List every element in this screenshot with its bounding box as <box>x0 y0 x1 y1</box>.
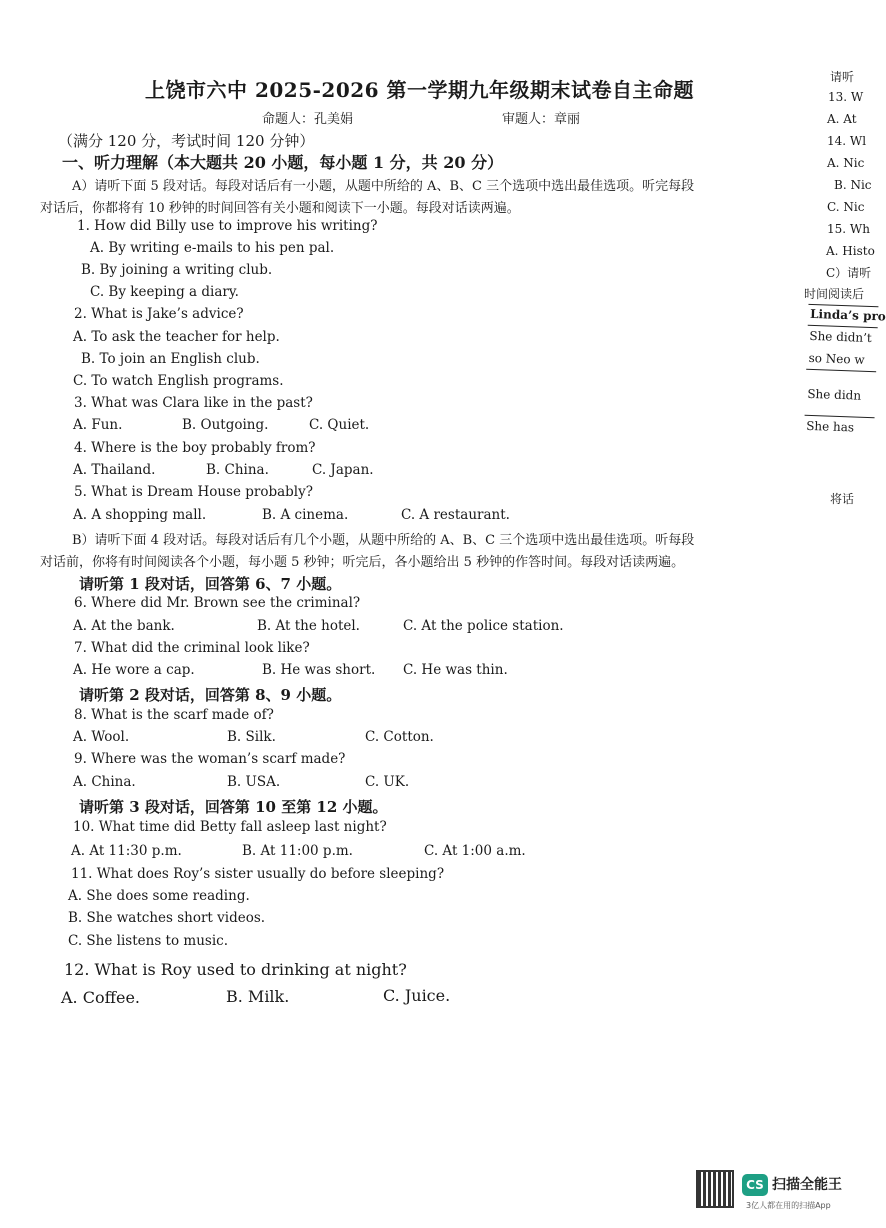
q11-option-b: B. She watches short videos. <box>68 910 266 926</box>
camscanner-logo-icon: CS <box>742 1174 768 1196</box>
q4-option-c: C. Japan. <box>312 462 374 478</box>
q11-option-c: C. She listens to music. <box>68 933 228 949</box>
q2-option-b: B. To join an English club. <box>81 351 260 367</box>
q11-option-a: A. She does some reading. <box>68 888 250 904</box>
part-b-instruction-2: 对话前，你将有时间阅读各个小题，每小题 5 秒钟；听完后，各小题给出 5 秒钟的作答时间。每段对话读两遍。 <box>40 555 685 570</box>
question-6: 6. Where did Mr. Brown see the criminal? <box>74 595 361 611</box>
segment-3-heading: 请听第 3 段对话，回答第 10 至第 12 小题。 <box>79 798 388 816</box>
adjacent-text: 14. Wl <box>827 134 867 148</box>
question-4: 4. Where is the boy probably from? <box>74 440 316 456</box>
q6-option-a: A. At the bank. <box>73 618 175 634</box>
adjacent-text: C. Nic <box>827 200 865 214</box>
q12-option-c: C. Juice. <box>383 986 451 1005</box>
question-9: 9. Where was the woman’s scarf made? <box>74 751 346 767</box>
q9-option-c: C. UK. <box>365 774 410 790</box>
segment-1-heading: 请听第 1 段对话，回答第 6、7 小题。 <box>79 575 342 593</box>
q6-option-b: B. At the hotel. <box>257 618 360 634</box>
adjacent-text: Linda’s pro <box>809 306 886 324</box>
camscanner-tagline: 3亿人都在用的扫描App <box>746 1201 831 1210</box>
author-label: 命题人：孔美娟 <box>262 112 354 127</box>
section-heading: 一、听力理解（本大题共 20 小题，每小题 1 分，共 20 分） <box>62 153 504 172</box>
question-8: 8. What is the scarf made of? <box>74 707 274 723</box>
adjacent-text: A. At <box>827 112 857 126</box>
exam-title: 上饶市六中 2025-2026 第一学期九年级期末试卷自主命题 <box>145 78 695 102</box>
q2-option-a: A. To ask the teacher for help. <box>73 329 280 345</box>
q1-option-a: A. By writing e-mails to his pen pal. <box>90 240 335 256</box>
q1-option-b: B. By joining a writing club. <box>81 262 273 278</box>
q10-option-c: C. At 1:00 a.m. <box>424 843 526 859</box>
q3-option-a: A. Fun. <box>73 417 123 433</box>
part-a-instruction-2: 对话后，你都将有 10 秒钟的时间回答有关小题和阅读下一小题。每段对话读两遍。 <box>40 201 520 216</box>
question-12: 12. What is Roy used to drinking at night? <box>64 960 407 979</box>
q5-option-b: B. A cinema. <box>262 507 349 523</box>
adjacent-text: 15. Wh <box>827 222 870 236</box>
q5-option-c: C. A restaurant. <box>401 507 510 523</box>
q10-option-b: B. At 11:00 p.m. <box>242 843 353 859</box>
q4-option-b: B. China. <box>206 462 269 478</box>
part-a-instruction-1: A）请听下面 5 段对话。每段对话后有一小题，从题中所给的 A、B、C 三个选项中选出最佳选项。听完每段 <box>72 179 695 194</box>
q4-option-a: A. Thailand. <box>73 462 156 478</box>
question-2: 2. What is Jake’s advice? <box>74 306 244 322</box>
question-3: 3. What was Clara like in the past? <box>74 395 313 411</box>
adjacent-text: A. Histo <box>826 244 875 258</box>
part-b-instruction-1: B）请听下面 4 段对话。每段对话后有几个小题，从题中所给的 A、B、C 三个选项中选出最佳选项。听每段 <box>72 533 695 548</box>
q9-option-a: A. China. <box>73 774 136 790</box>
q5-option-a: A. A shopping mall. <box>73 507 207 523</box>
qr-code-icon <box>696 1170 734 1208</box>
reviewer-label: 审题人：章丽 <box>502 112 581 127</box>
adjacent-table <box>804 304 886 447</box>
q3-option-c: C. Quiet. <box>309 417 370 433</box>
adjacent-text: C）请听 <box>826 266 872 280</box>
segment-2-heading: 请听第 2 段对话，回答第 8、9 小题。 <box>79 686 342 704</box>
q7-option-c: C. He was thin. <box>403 662 508 678</box>
camscanner-name: 扫描全能王 <box>772 1177 842 1193</box>
q12-option-b: B. Milk. <box>226 987 290 1006</box>
question-5: 5. What is Dream House probably? <box>74 484 313 500</box>
q12-option-a: A. Coffee. <box>61 988 140 1007</box>
question-7: 7. What did the criminal look like? <box>74 640 310 656</box>
adjacent-text: She didn’t <box>809 328 873 346</box>
adjacent-text: She didn <box>807 386 862 403</box>
question-10: 10. What time did Betty fall asleep last night? <box>73 819 387 835</box>
adjacent-text: so Neo w <box>808 350 865 367</box>
q8-option-c: C. Cotton. <box>365 729 434 745</box>
q7-option-b: B. He was short. <box>262 662 376 678</box>
adjacent-text: 将话 <box>830 492 855 506</box>
q7-option-a: A. He wore a cap. <box>73 662 195 678</box>
adjacent-text: A. Nic <box>827 156 865 170</box>
adjacent-text: 13. W <box>828 90 864 104</box>
adjacent-text: 请听 <box>830 70 855 84</box>
adjacent-text: She has <box>805 418 855 435</box>
q8-option-a: A. Wool. <box>73 729 130 745</box>
q2-option-c: C. To watch English programs. <box>73 373 284 389</box>
question-11: 11. What does Roy’s sister usually do before sleeping? <box>71 866 445 882</box>
score-info: （满分 120 分，考试时间 120 分钟） <box>58 132 315 150</box>
q3-option-b: B. Outgoing. <box>182 417 269 433</box>
q8-option-b: B. Silk. <box>227 729 276 745</box>
q9-option-b: B. USA. <box>227 774 281 790</box>
adjacent-text: B. Nic <box>834 178 872 192</box>
q6-option-c: C. At the police station. <box>403 618 564 634</box>
q10-option-a: A. At 11:30 p.m. <box>71 843 182 859</box>
adjacent-text: 时间阅读后 <box>804 287 865 301</box>
adjacent-page-column <box>800 60 875 520</box>
q1-option-c: C. By keeping a diary. <box>90 284 239 300</box>
question-1: 1. How did Billy use to improve his writing? <box>77 218 378 234</box>
